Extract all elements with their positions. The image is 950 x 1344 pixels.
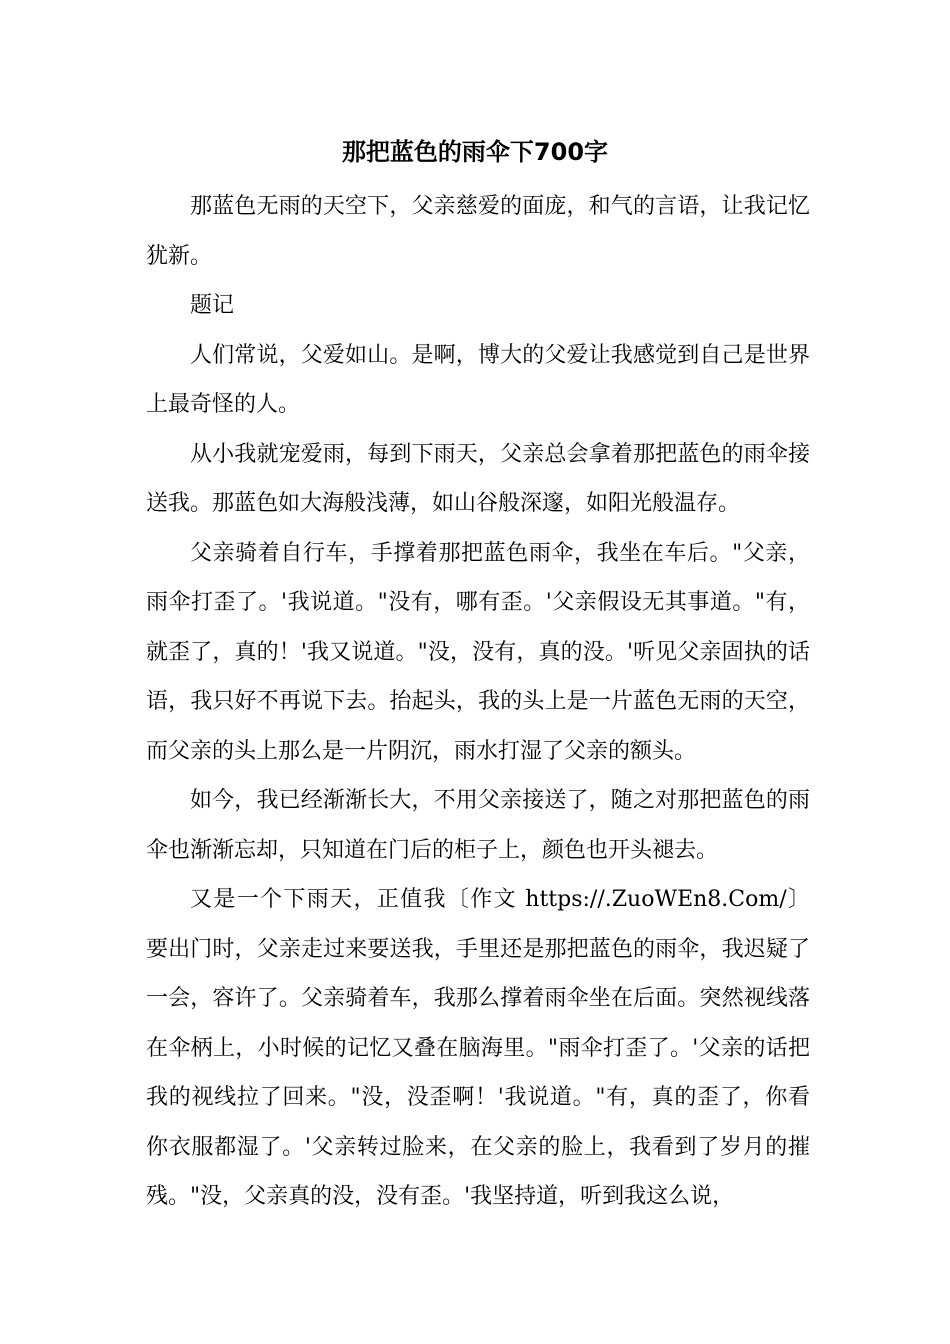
document-title: 那把蓝色的雨伞下700字: [341, 138, 609, 166]
paragraph-1: 那蓝色无雨的天空下，父亲慈爱的面庞，和气的言语，让我记忆犹新。: [146, 194, 810, 269]
paragraph-3: 人们常说，父爱如山。是啊，博大的父爱让我感觉到自己是世界上最奇怪的人。: [146, 342, 810, 417]
document-body: [146, 182, 810, 1222]
paragraph-5: 父亲骑着自行车，手撑着那把蓝色雨伞，我坐在车后。"父亲，雨伞打歪了。'我说道。"没有，哪有歪。'父亲假设无其事道。"有，就歪了，真的！'我又说道。"没，没有，真的没。'听见父亲固执的话语，我只好不再说下去。抬起头，我的头上是一片蓝色无雨的天空，而父亲的头上那么是一片阴沉，雨水打湿了父亲的额头。: [146, 540, 810, 764]
paragraph-7: 又是一个下雨天，正值我〔作文 https://.ZuoWEn8.Com/〕要出门时，父亲走过来要送我，手里还是那把蓝色的雨伞，我迟疑了一会，容许了。父亲骑着车，我那么撑着雨伞坐在后面。突然视线落在伞柄上，小时候的记忆又叠在脑海里。"雨伞打歪了。'父亲的话把我的视线拉了回来。"没，没歪啊！'我说道。"有，真的歪了，你看你衣服都湿了。'父亲转过脸来，在父亲的脸上，我看到了岁月的摧残。"没，父亲真的没，没有歪。'我坚持道，听到我这么说，: [146, 887, 810, 1209]
paragraph-6: 如今，我已经渐渐长大，不用父亲接送了，随之对那把蓝色的雨伞也渐渐忘却，只知道在门后的柜子上，颜色也开头褪去。: [146, 788, 810, 863]
paragraph-4: 从小我就宠爱雨，每到下雨天，父亲总会拿着那把蓝色的雨伞接送我。那蓝色如大海般浅薄，如山谷般深邃，如阳光般温存。: [146, 441, 810, 516]
paragraph-2: 题记: [190, 293, 235, 318]
